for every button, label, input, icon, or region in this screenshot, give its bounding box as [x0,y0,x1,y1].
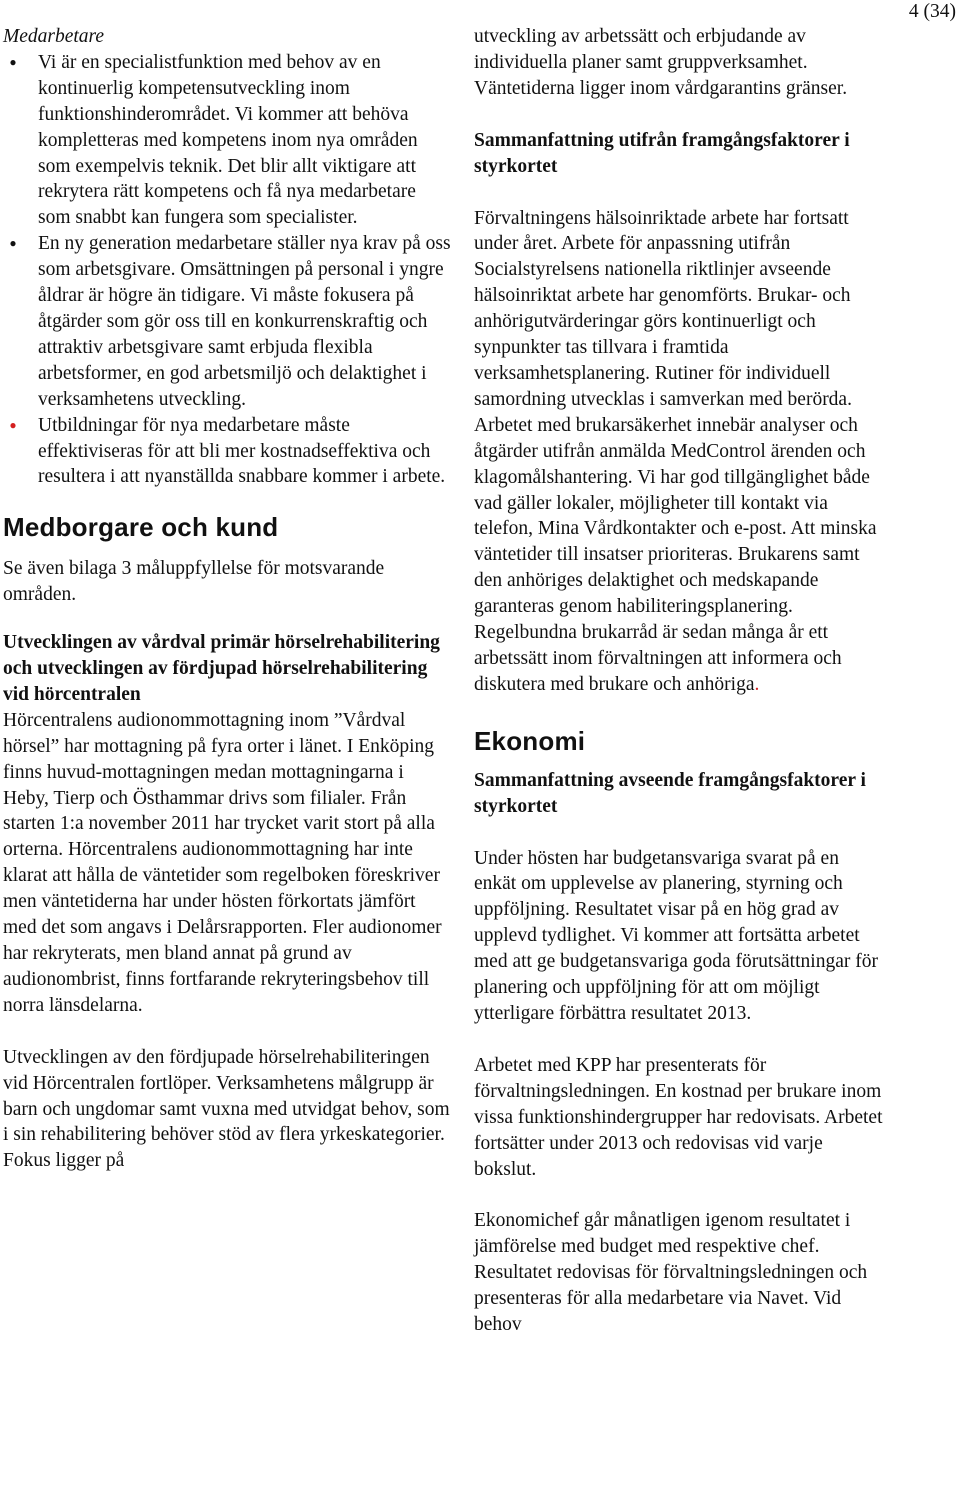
right-column [474,24,884,1338]
summary-heading-medborgare: Sammanfattning utifrån framgångsfaktorer i styrkortet [474,129,850,177]
section-title-ekonomi: Ekonomi [474,725,586,756]
intro-paragraph: Se även bilaga 3 måluppfyllelse för motsvarande områden. [3,558,385,606]
bullet-text: En ny generation medarbetare ställer nya krav på oss som arbetsgivare. Omsättningen på personal i yngre åldrar är högre än tidigare. Vi måste fokusera på åtgärder som gör oss till en konkurrenskraftig och attraktiv arbetsgivare samt erbjuda flexibla arbetsformer, en god arbetsmiljö och delaktighet i verksamhetens utveckling. [38,233,451,410]
paragraph-kpp: Arbetet med KPP har presenterats för förvaltningsledningen. En kostnad per brukare inom vissa funktionshindergrupper har redovisats. Arbetet fortsätter under 2013 och redovisas vid varje bokslut. [474,1054,883,1180]
page-number: 4 (34) [908,1,956,22]
medarbetare-bullet-list [3,50,453,490]
bullet-icon: ● [9,54,17,69]
list-item [3,50,453,231]
sub-heading-vardval: Utvecklingen av vårdval primär hörselrehabilitering och utvecklingen av fördjupad hörselrehabilitering vid hörcentralen [3,632,440,705]
paragraph-halsoinriktat [474,206,884,698]
bullet-text: Utbildningar för nya medarbetare måste effektiviseras för att bli mer kostnadseffektiva och resultera i att nyanställda snabbare kommer i arbete. [38,414,446,488]
paragraph-budget: Under hösten har budgetansvariga svarat på en enkät om upplevelse av planering, styrning och uppföljning. Resultatet visar på en hög grad av upplevd tydlighet. Vi kommer att fortsätta arbetet med att ge budgetansvariga goda förutsättningar för planering och uppföljning för att om möjligt ytterligare förbättra resultatet 2013. [474,847,878,1024]
left-column [3,24,453,1174]
paragraph-halsoinriktat-text: Förvaltningens hälsoinriktade arbete har fortsatt under året. Arbete för anpassning utifrån Socialstyrelsens nationella riktlinjer avseende hälsoinriktat arbete har genomförts. Brukar- och anhörigutvärderingar görs kontinuerligt och synpunkter tas tillvara i framtida verksamhetsplanering. Rutiner för individuell samordning utvecklas i samverkan med berörda. Arbetet med brukarsäkerhet innebär analyser och åtgärder utifrån anmälda MedControl ärenden och klagomålshantering. Vi har god tillgänglighet både vad gäller lokaler, möjligheter till kontakt via telefon, Mina Vårdkontakter och e-post. Att minska väntetider till insatser prioriteras. Brukarens samt den anhöriges delaktighet och medskapande garanteras genom habiliteringsplanering. Regelbundna brukarråd är sedan många år ett arbetssätt inom förvaltningen att informera och diskutera med brukare och anhöriga [474,207,877,695]
paragraph-horcentralen: Hörcentralens audionommottagning inom ”Vårdval hörsel” har mottagning på fyra orter i länet. I Enköping finns huvud-mottagningen medan mottagningarna i Heby, Tierp och Östhammar drivs som filialer. Från starten 1:a november 2011 har trycket varit stort på alla orterna. Hörcentralens audionommottagning har inte klarat att hålla de väntetider som regelboken föreskriver men väntetiderna har under hösten förkortats jämfört med det som angavs i Delårsrapporten. Fler audionomer har rekryterats, men bland annat på grund av audionombrist, finns fortfarande rekryteringsbehov till norra länsdelarna. [3,709,442,1016]
paragraph-end-mark: . [754,673,760,695]
bullet-icon: ● [9,417,17,432]
list-item [3,231,453,412]
bullet-icon: ● [9,236,17,251]
list-item [3,413,453,491]
section-title-medborgare: Medborgare och kund [3,512,279,543]
paragraph-fordjupad: Utvecklingen av den fördjupade hörselrehabiliteringen vid Hörcentralen fortlöper. Verksamhetens målgrupp är barn och ungdomar samt vuxna med utvidgat behov, som i sin rehabilitering behöver stöd av flera yrkeskategorier. Fokus ligger på [3,1046,450,1172]
bullet-text: Vi är en specialistfunktion med behov av en kontinuerlig kompetensutveckling inom funktionshinderområdet. Vi kommer att behöva kompletteras med kompetens inom nya områden som exempelvis teknik. Det blir allt viktigare att rekrytera rätt kompetens och få nya medarbetare som snabbt kan fungera som specialister. [38,51,418,229]
paragraph-ekonomichef: Ekonomichef går månatligen igenom resultatet i jämförelse med budget med respektive chef. Resultatet redovisas för förvaltningsledningen och presenteras för alla medarbetare via Navet. Vid behov [474,1210,868,1336]
continuation-paragraph: utveckling av arbetssätt och erbjudande av individuella planer samt gruppverksamhet. Väntetiderna ligger inom vårdgarantins gränser. [474,26,848,99]
summary-heading-ekonomi: Sammanfattning avseende framgångsfaktorer i styrkortet [474,769,866,817]
medarbetare-heading: Medarbetare [3,26,105,47]
